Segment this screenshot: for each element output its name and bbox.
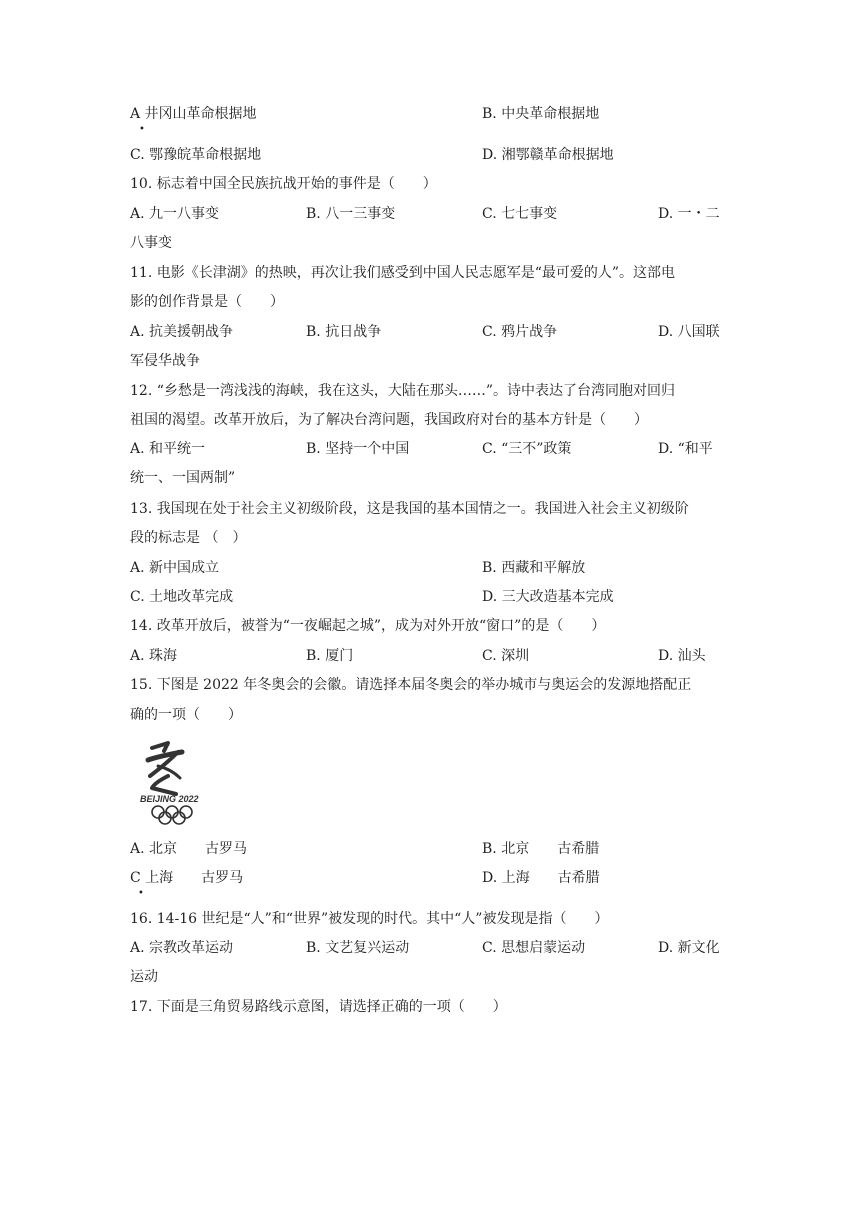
q13-stem-line1: 13. 我国现在处于社会主义初级阶段，这是我国的基本国情之一。我国进入社会主义初级阶 [130, 501, 689, 517]
q11-stem-line2: 影的创作背景是（ ） [130, 294, 284, 310]
q13-option-c: C. 土地改革完成 [130, 589, 234, 605]
q15-option-c-dot: • [138, 888, 144, 899]
q14-option-b: B. 厦门 [306, 648, 354, 664]
q15-option-a: A. 北京 古罗马 [130, 841, 248, 857]
q13-option-b: B. 西藏和平解放 [482, 560, 586, 576]
q9-option-c: C. 鄂豫皖革命根据地 [130, 147, 262, 163]
q11-option-d: D. 八国联 [658, 324, 720, 340]
dong-calligraphy-icon [148, 743, 182, 794]
q14-option-c: C. 深圳 [482, 648, 530, 664]
q15-stem-line2: 确的一项（ ） [130, 707, 242, 723]
q16-stem: 16. 14-16 世纪是“人”和“世界”被发现的时代。其中“人”被发现是指（ ） [130, 911, 609, 927]
q10-option-d-wrap: 八事变 [130, 235, 172, 251]
q13-stem-line2: 段的标志是 （ ） [130, 530, 247, 546]
emblem-wordmark: BEIJING 2022 [140, 794, 199, 804]
q11-option-d-wrap: 军侵华战争 [130, 353, 200, 369]
q9-option-b: B. 中央革命根据地 [482, 106, 600, 122]
q17-stem: 17. 下面是三角贸易路线示意图，请选择正确的一项（ ） [130, 999, 507, 1015]
q12-option-d-wrap: 统一、一国两制” [130, 470, 236, 486]
q12-option-d: D. “和平 [658, 441, 713, 457]
q11-option-a: A. 抗美援朝战争 [130, 324, 234, 340]
q16-option-d-wrap: 运动 [130, 969, 158, 985]
q10-option-c: C. 七七事变 [482, 206, 558, 222]
q16-option-a: A. 宗教改革运动 [130, 940, 234, 956]
q15-stem-line1: 15. 下图是 2022 年冬奥会的会徽。请选择本届冬奥会的举办城市与奥运会的发源地搭配正 [130, 677, 692, 693]
q10-option-b: B. 八一三事变 [306, 206, 396, 222]
q16-option-b: B. 文艺复兴运动 [306, 940, 410, 956]
q9-option-d: D. 湘鄂赣革命根据地 [482, 147, 614, 163]
q12-option-b: B. 坚持一个中国 [306, 441, 410, 457]
q12-stem-line1: 12. “乡愁是一湾浅浅的海峡，我在这头，大陆在那头……”。诗中表达了台湾同胞对回归 [130, 383, 676, 399]
q13-option-a: A. 新中国成立 [130, 560, 220, 576]
q9-option-a-dot: • [139, 124, 145, 135]
q11-option-b: B. 抗日战争 [306, 324, 382, 340]
q16-option-c: C. 思想启蒙运动 [482, 940, 586, 956]
q10-option-a: A. 九一八事变 [130, 206, 220, 222]
beijing-2022-emblem [138, 740, 214, 826]
q15-option-c: C 上海 古罗马 [130, 870, 244, 886]
q10-stem: 10. 标志着中国全民族抗战开始的事件是（ ） [130, 176, 437, 192]
q14-option-d: D. 汕头 [658, 648, 706, 664]
q14-stem: 14. 改革开放后，被誉为“一夜崛起之城”，成为对外开放“窗口”的是（ ） [130, 618, 606, 634]
q12-option-c: C. “三不”政策 [482, 441, 572, 457]
q9-option-a: A 井冈山革命根据地 [130, 106, 257, 122]
q12-option-a: A. 和平统一 [130, 441, 206, 457]
q12-stem-line2: 祖国的渴望。改革开放后，为了解决台湾问题，我国政府对台的基本方针是（ ） [130, 412, 648, 428]
q16-option-d: D. 新文化 [658, 940, 720, 956]
q11-stem-line1: 11. 电影《长津湖》的热映，再次让我们感受到中国人民志愿军是“最可爱的人”。这部电 [130, 265, 676, 281]
olympic-rings-icon [152, 806, 192, 824]
q14-option-a: A. 珠海 [130, 648, 178, 664]
q15-option-b: B. 北京 古希腊 [482, 841, 600, 857]
q15-option-d: D. 上海 古希腊 [482, 870, 600, 886]
q11-option-c: C. 鸦片战争 [482, 324, 558, 340]
q10-option-d: D. 一・二 [658, 206, 720, 222]
q13-option-d: D. 三大改造基本完成 [482, 589, 614, 605]
